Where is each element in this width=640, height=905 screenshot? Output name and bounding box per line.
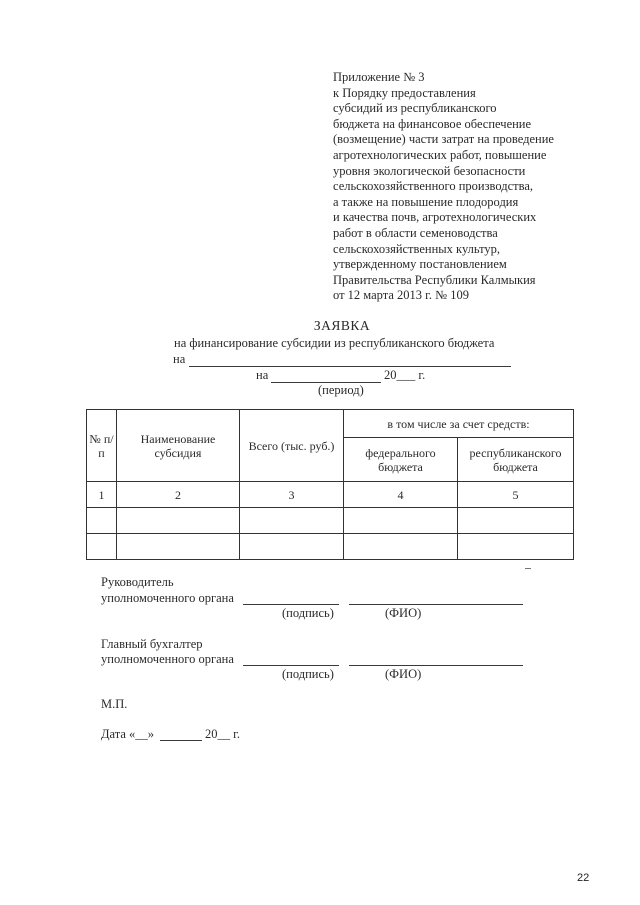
table-cell [240, 508, 344, 534]
signer2-sign-line [243, 665, 339, 666]
table-cell [344, 508, 458, 534]
table-cell [344, 534, 458, 560]
stamp-label: М.П. [101, 697, 128, 711]
appendix-line: субсидий из республиканского [333, 101, 497, 116]
date-month-line [160, 740, 202, 741]
signer2-fio-caption: (ФИО) [385, 667, 422, 681]
header-federal: федерального бюджета [344, 438, 458, 482]
period-year: 20___ г. [384, 368, 426, 382]
appendix-line: агротехнологических работ, повышение [333, 147, 547, 162]
signer2-org: уполномоченного органа [101, 652, 234, 666]
table-row [87, 534, 574, 560]
appendix-line: Приложение № 3 [333, 70, 425, 84]
appendix-line: к Порядку предоставления [333, 85, 476, 100]
signer1-title: Руководитель [101, 575, 174, 589]
signer1-fio-caption: (ФИО) [385, 606, 422, 620]
appendix-note [333, 70, 554, 304]
appendix-line: работ в области семеноводства [333, 225, 498, 240]
header-including: в том числе за счет средств: [344, 410, 574, 438]
na-blank-line [189, 366, 511, 367]
appendix-line: утвержденному постановлением [333, 257, 507, 272]
appendix-line: Правительства Республики Калмыкия [333, 272, 536, 287]
appendix-line: сельскохозяйственного производства, [333, 179, 534, 194]
appendix-line: от 12 марта 2013 г. № 109 [333, 288, 469, 303]
signer1-sign-line [243, 604, 339, 605]
table-cell [87, 508, 117, 534]
header-name: Наименование субсидия [117, 410, 240, 482]
col-number-3: 3 [240, 482, 344, 508]
appendix-line: бюджета на финансовое обеспечение [333, 116, 532, 131]
period-na-label: на [256, 368, 269, 382]
col-number-5: 5 [458, 482, 574, 508]
table-cell [117, 534, 240, 560]
application-table [86, 409, 574, 560]
table-cell [117, 508, 240, 534]
date-year: 20__ г. [205, 727, 240, 741]
appendix-line: сельскохозяйственных культур, [333, 241, 501, 256]
document-title: ЗАЯВКА [313, 318, 371, 333]
table-cell [458, 508, 574, 534]
na-label: на [173, 352, 186, 366]
header-total: Всего (тыс. руб.) [240, 410, 344, 482]
col-number-1: 1 [87, 482, 117, 508]
table-cell [458, 534, 574, 560]
signer2-title: Главный бухгалтер [101, 637, 203, 651]
appendix-line: уровня экологической безопасности [333, 163, 526, 178]
scan-mark [525, 568, 531, 569]
period-caption: (период) [318, 383, 364, 397]
signer1-org: уполномоченного органа [101, 591, 234, 605]
table-cell [240, 534, 344, 560]
document-subtitle: на финансирование субсидии из республиканского бюджета [174, 336, 495, 350]
signer2-fio-line [349, 665, 523, 666]
signer1-fio-line [349, 604, 523, 605]
date-prefix: Дата «__» [101, 727, 155, 741]
signer1-sign-caption: (подпись) [282, 606, 334, 620]
header-num: № п/п [87, 410, 117, 482]
col-number-2: 2 [117, 482, 240, 508]
appendix-line: и качества почв, агротехнологических [333, 210, 537, 225]
table-cell [87, 534, 117, 560]
table-row [87, 508, 574, 534]
signer2-sign-caption: (подпись) [282, 667, 334, 681]
page-number: 22 [577, 872, 590, 884]
col-number-4: 4 [344, 482, 458, 508]
appendix-line: а также на повышение плодородия [333, 194, 519, 209]
header-republic: республиканского бюджета [458, 438, 574, 482]
appendix-line: (возмещение) части затрат на проведение [333, 132, 554, 147]
